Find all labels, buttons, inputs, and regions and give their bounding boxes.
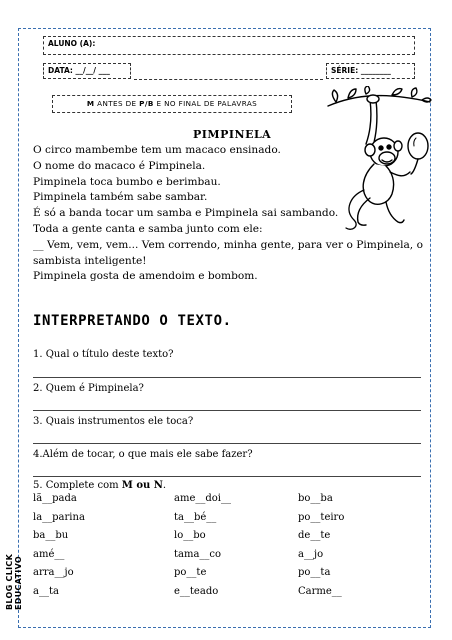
grade-field[interactable]: [326, 63, 415, 79]
text-title: PIMPINELA: [193, 128, 272, 141]
story-line: Pimpinela também sabe sambar.: [33, 191, 208, 204]
story-line: Toda a gente canta e samba junto com ele:: [33, 222, 263, 235]
story-text: [33, 143, 423, 285]
topic-letter: M: [86, 99, 95, 108]
story-line: __ Vem, vem, vem... Vem correndo, minha gente, para ver o Pimpinela, o sambista inteligente!: [33, 238, 423, 267]
word-blank[interactable]: lã__pada: [33, 493, 77, 504]
word-blank[interactable]: a__ta: [33, 585, 59, 597]
question-4: 4.Além de tocar, o que mais ele sabe fazer?: [33, 449, 253, 460]
word-row: [33, 493, 423, 512]
word-blank[interactable]: po__te: [174, 567, 207, 578]
word-blank[interactable]: la__parina: [33, 511, 85, 523]
word-row: [33, 512, 423, 531]
answer-line-2[interactable]: [33, 410, 421, 411]
word-blank[interactable]: amé__: [33, 548, 65, 560]
word-blank[interactable]: ta__bé__: [174, 511, 217, 523]
date-label: DATA: __/__/ ___: [48, 66, 110, 75]
student-name-label: ALUNO (A):: [48, 39, 96, 48]
question-2: 2. Quem é Pimpinela?: [33, 383, 144, 394]
word-blank[interactable]: ame__doi__: [174, 493, 231, 504]
answer-line-3[interactable]: [33, 443, 421, 444]
section-heading: INTERPRETANDO O TEXTO.: [33, 313, 232, 329]
grade-label: SÉRIE: ________: [331, 66, 391, 75]
header-divider: [134, 79, 323, 80]
story-line: Pimpinela gosta de amendoim e bombom.: [33, 270, 258, 283]
word-row: [33, 586, 423, 605]
topic-suffix: E NO FINAL DE PALAVRAS: [156, 99, 258, 108]
question-5-start: 5. Complete com: [33, 480, 122, 491]
word-row: [33, 549, 423, 568]
question-5-bold: M ou N: [121, 480, 163, 491]
word-blank[interactable]: e__teado: [174, 585, 219, 597]
word-blank[interactable]: po__teiro: [298, 511, 345, 523]
student-name-field[interactable]: [43, 36, 415, 55]
topic-prefix: ANTES DE: [97, 99, 137, 108]
date-field[interactable]: [43, 63, 131, 79]
question-5: [33, 480, 166, 491]
story-line: O circo mambembe tem um macaco ensinado.: [33, 144, 281, 156]
question-1: 1. Qual o título deste texto?: [33, 349, 174, 360]
word-completion-grid: [33, 493, 423, 604]
story-line: Pimpinela toca bumbo e berimbau.: [33, 175, 221, 188]
lesson-topic-box: [52, 95, 292, 113]
topic-letters-pb: P/B: [139, 99, 154, 108]
word-blank[interactable]: bo__ba: [298, 493, 333, 504]
answer-line-4[interactable]: [33, 476, 421, 477]
word-blank[interactable]: arra__jo: [33, 567, 74, 578]
question-3: 3. Quais instrumentos ele toca?: [33, 416, 194, 427]
word-blank[interactable]: tama__co: [174, 548, 222, 560]
word-blank[interactable]: po__ta: [298, 567, 331, 578]
word-blank[interactable]: lo__bo: [174, 530, 206, 541]
word-row: [33, 567, 423, 586]
word-blank[interactable]: a__jo: [298, 548, 324, 560]
question-5-end: .: [162, 480, 167, 491]
word-row: [33, 530, 423, 549]
blog-side-label: BLOG CLICK EDUCATIVO: [5, 553, 23, 610]
word-blank[interactable]: Carme__: [298, 585, 342, 597]
story-line: É só a banda tocar um samba e Pimpinela sai sambando.: [33, 207, 339, 220]
story-line: O nome do macaco é Pimpinela.: [33, 159, 206, 172]
word-blank[interactable]: ba__bu: [33, 530, 69, 541]
answer-line-1[interactable]: [33, 377, 421, 378]
word-blank[interactable]: de__te: [298, 530, 331, 541]
